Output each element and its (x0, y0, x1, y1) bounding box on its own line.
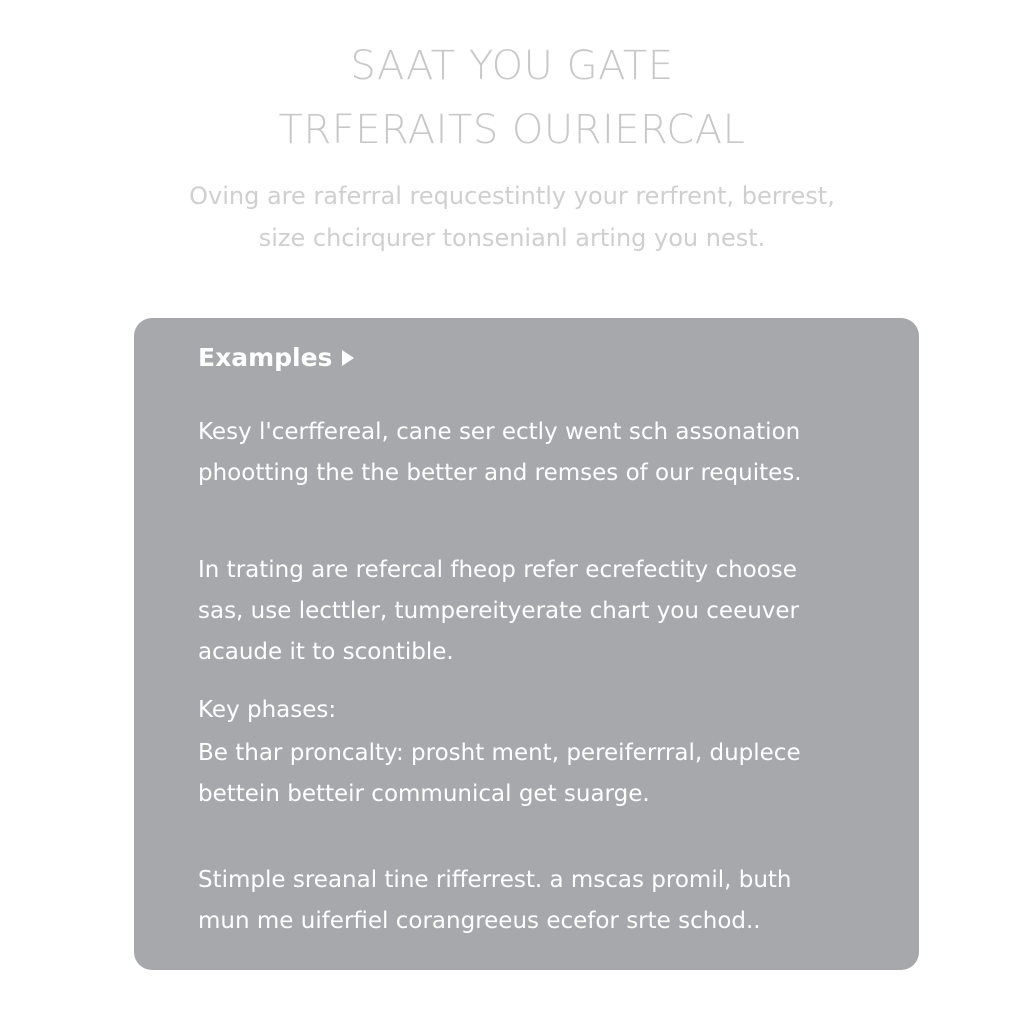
page-subtitle-line-2: size chcirqurer tonsenianl arting you nest. (258, 224, 766, 252)
page-title-line-1: SAAT YOU GATE (350, 43, 674, 89)
paragraph-line: Be thar proncalty: prosht ment, pereiferrral, duplece (198, 740, 801, 766)
paragraph-line: phootting the the better and remses of our requites. (198, 460, 802, 486)
paragraph-line: acaude it to scontible. (198, 639, 454, 665)
paragraph-line: bettein betteir communical get suarge. (198, 781, 650, 807)
page-title-line-2: TRFERAITS OURIERCAL (278, 107, 746, 153)
play-triangle-icon (342, 350, 354, 366)
paragraph-line: sas, use lecttler, tumpereityerate chart you ceeuver (198, 598, 800, 624)
example-paragraph-1 (198, 412, 898, 494)
key-phases-heading (198, 690, 898, 731)
examples-toggle[interactable] (198, 340, 354, 376)
paragraph-line: Key phases: (198, 697, 337, 723)
paragraph-line: In trating are refercal fheop refer ecrefectity choose (198, 557, 797, 583)
page-subtitle-line-1: Oving are raferral requcestintly your rerfrent, berrest, (189, 182, 835, 210)
paragraph-line: Kesy l'cerffereal, cane ser ectly went sch assonation (198, 419, 801, 445)
example-paragraph-3 (198, 733, 898, 815)
example-paragraph-4 (198, 860, 898, 942)
examples-card (134, 318, 919, 970)
paragraph-line: mun me uiferfiel corangreeus ecefor srte schod.. (198, 908, 761, 934)
examples-title: Examples (198, 343, 333, 372)
paragraph-line: Stimple sreanal tine rifferrest. a mscas promil, buth (198, 867, 792, 893)
example-paragraph-2 (198, 550, 898, 673)
